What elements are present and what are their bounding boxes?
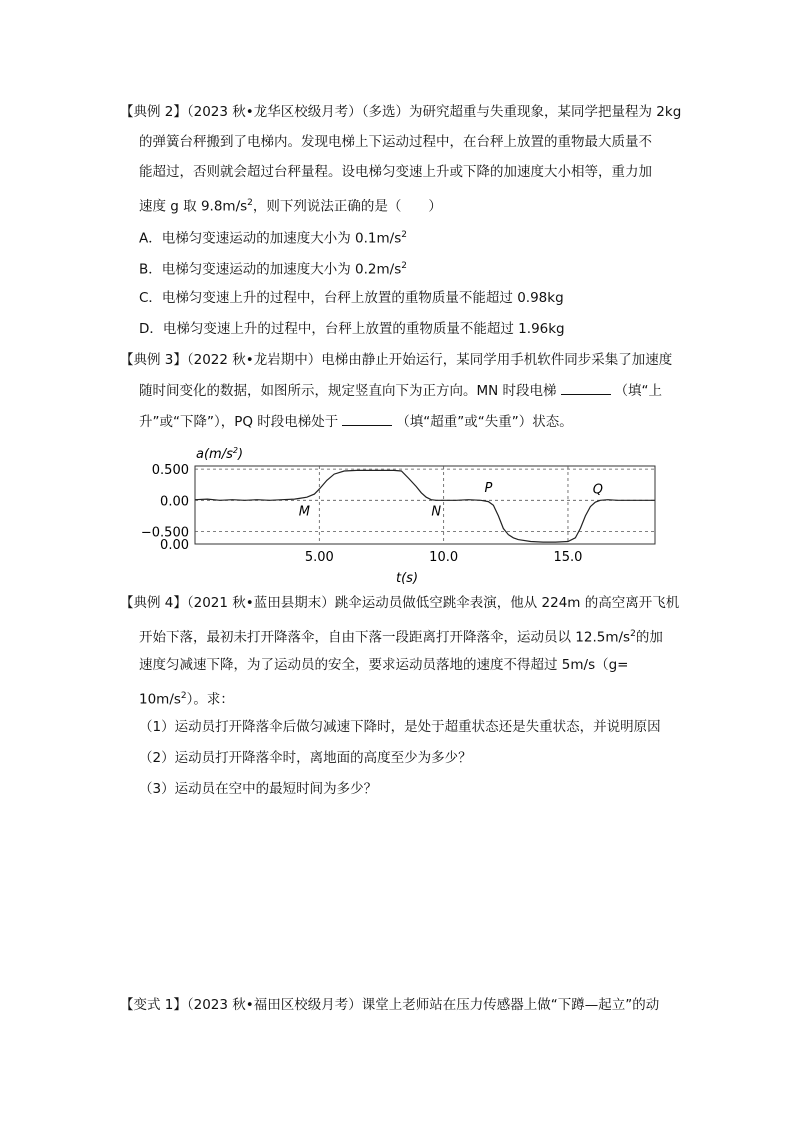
ex2-option-b-sup: 2 <box>401 261 407 271</box>
ex4-line-3: 速度匀减速下降，为了运动员的安全，要求运动员落地的速度不得超过 5m/s（g= <box>139 657 629 673</box>
point-label-q: Q <box>592 482 603 498</box>
answer-blank-1[interactable] <box>561 382 611 395</box>
ex2-option-b-text: B．电梯匀变速运动的加速度大小为 0.2m/s <box>139 261 402 278</box>
ex2-option-b <box>139 257 407 279</box>
ex2-line-4 <box>139 194 442 216</box>
ex4-line-4-sup: 2 <box>180 691 187 701</box>
acceleration-time-chart <box>0 440 794 590</box>
ex3-line-3 <box>139 413 573 431</box>
ex4-line-2-text: 开始下落，最初未打开降落伞，自由下落一段距离打开降落伞，运动员以 12.5m/s <box>139 629 631 646</box>
point-label-n: N <box>431 504 442 520</box>
ex4-line-2 <box>139 625 663 647</box>
point-label-p: P <box>484 481 493 497</box>
ex2-option-a-text: A．电梯匀变速运动的加速度大小为 0.1m/s <box>139 230 402 247</box>
x-tick-label: 10.0 <box>429 550 459 565</box>
ex2-line-4-text: 速度 g 取 9.8m/s <box>139 198 248 215</box>
x-tick-label: 15.0 <box>553 550 583 565</box>
answer-blank-2[interactable] <box>342 413 392 426</box>
ex3-line-2 <box>139 382 662 400</box>
ex4-line-1: 【典例 4】（2021 秋•蓝田县期末）跳伞运动员做低空跳伞表演，他从 224m 的高空离开飞机 <box>120 595 680 611</box>
ex4-question-3: （3）运动员在空中的最短时间为多少？ <box>139 781 378 797</box>
ex2-line-1: 【典例 2】（2023 秋•龙华区校级月考）（多选）为研究超重与失重现象，某同学把量程为 2kg <box>120 104 682 120</box>
y-tick-label: 0.500 <box>151 463 189 479</box>
ex3-line-2-text: 随时间变化的数据，如图所示，规定竖直向下为正方向。MN 时段电梯 <box>139 383 557 399</box>
x-tick-label: 5.00 <box>304 550 334 565</box>
ex2-line-4-sup: 2 <box>247 198 253 208</box>
ex4-line-4 <box>139 687 234 709</box>
ex3-line-3-post: （填“超重”或“失重”）状态。 <box>396 414 573 430</box>
var1-line-1: 【变式 1】（2023 秋•福田区校级月考）课堂上老师站在压力传感器上做“下蹲—起立”的动 <box>120 997 660 1013</box>
ex4-line-2-post: 的加 <box>635 629 663 646</box>
ex4-question-1: （1）运动员打开降落伞后做匀减速下降时，是处于超重状态还是失重状态，并说明原因 <box>139 719 661 735</box>
ex2-option-d: D．电梯匀变速上升的过程中，台秤上放置的重物质量不能超过 1.96kg <box>139 321 565 337</box>
ex3-line-3-text: 升”或“下降”），PQ 时段电梯处于 <box>139 414 339 430</box>
ex2-line-3: 能超过，否则就会超过台秤量程。设电梯匀变速上升或下降的加速度大小相等，重力加 <box>139 164 652 180</box>
ex4-line-4-post: ）。求： <box>186 691 234 708</box>
ex2-option-c: C．电梯匀变速上升的过程中，台秤上放置的重物质量不能超过 0.98kg <box>139 290 564 306</box>
ex2-option-a-sup: 2 <box>401 230 407 240</box>
ex3-line-2-post: （填“上 <box>614 383 663 399</box>
y-tick-label: 0.00 <box>160 494 189 510</box>
chart-frame <box>195 466 655 544</box>
chart-x-label: t(s) <box>396 571 419 586</box>
ex4-line-2-sup: 2 <box>630 629 636 639</box>
ex3-line-1: 【典例 3】（2022 秋•龙岩期中）电梯由静止开始运行，某同学用手机软件同步采集了加速度 <box>120 352 673 368</box>
y-tick-label: 0.00 <box>160 538 189 553</box>
y-tick-label: −0.500 <box>140 525 189 541</box>
point-label-m: M <box>298 504 311 520</box>
ex4-question-2: （2）运动员打开降落伞时，离地面的高度至少为多少？ <box>139 750 472 766</box>
ex2-line-2: 的弹簧台秤搬到了电梯内。发现电梯上下运动过程中，在台秤上放置的重物最大质量不 <box>139 134 652 150</box>
chart-y-label: $a(m/s^2)$ <box>196 446 244 462</box>
ex2-line-4-post: ，则下列说法正确的是（ ） <box>252 198 442 215</box>
ex4-line-4-text: 10m/s <box>139 691 181 708</box>
ex2-option-a <box>139 226 407 248</box>
